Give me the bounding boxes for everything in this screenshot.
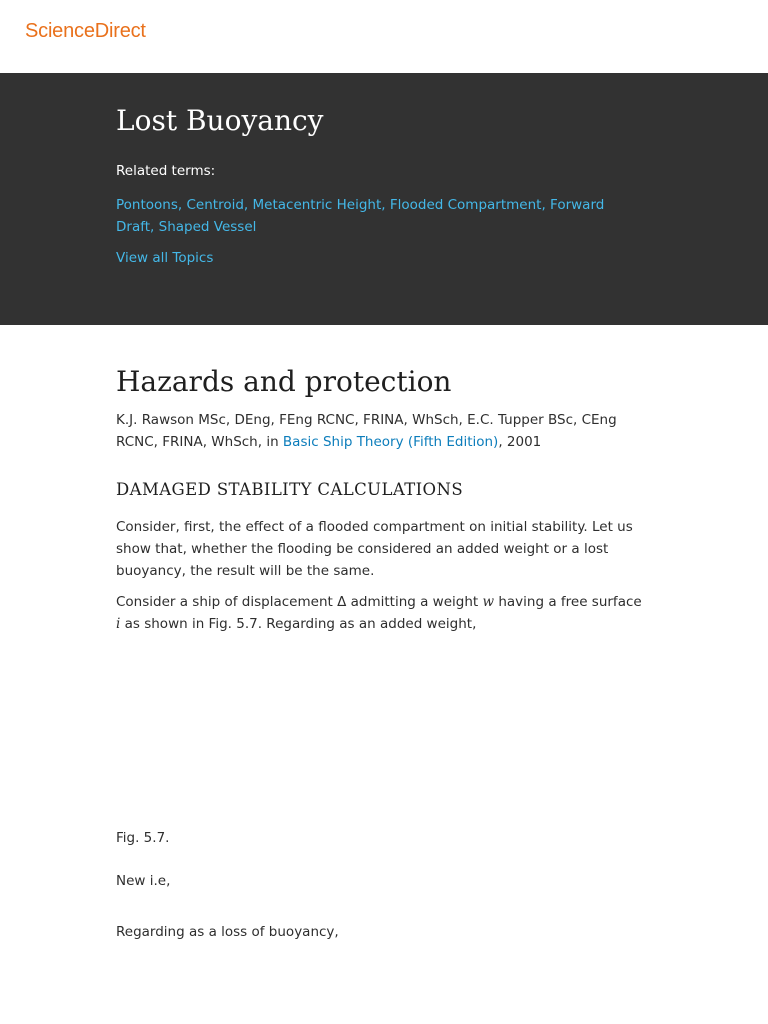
sciencedirect-logo-link[interactable]: ScienceDirect: [25, 20, 146, 42]
related-term-shaped-vessel[interactable]: Shaped Vessel: [158, 219, 257, 235]
paragraph-loss-of-buoyancy: Regarding as a loss of buoyancy,: [116, 924, 339, 940]
figure-5-7-image: [116, 645, 646, 825]
variable-i: i: [116, 616, 121, 632]
related-term-pontoons[interactable]: Pontoons: [116, 197, 178, 213]
related-terms-label: Related terms:: [116, 163, 216, 179]
paragraph-intro: Consider, first, the effect of a flooded compartment on initial stability. Let us show that, whether the flooding be considered an added weight or a lost buoyancy, the result will be the same.: [116, 519, 633, 579]
section-subheading: DAMAGED STABILITY CALCULATIONS: [116, 480, 464, 499]
authors-text: K.J. Rawson MSc, DEng, FEng RCNC, FRINA, WhSch, E.C. Tupper BSc, CEng RCNC, FRINA, WhSch, in: [116, 412, 617, 450]
source-book-link[interactable]: Basic Ship Theory (Fifth Edition): [282, 434, 499, 450]
paragraph-displacement: Consider a ship of displacement Δ admitting a weight w having a free surface i as shown in Fig. 5.7. Regarding as an added weight,: [116, 594, 642, 632]
related-terms-list: Pontoons, Centroid, Metacentric Height, Flooded Compartment, Forward Draft, Shaped Vessel: [116, 197, 605, 235]
top-bar: [0, 0, 768, 73]
related-term-metacentric-height[interactable]: Metacentric Height: [252, 197, 382, 213]
section-title: Hazards and protection: [116, 365, 452, 398]
publication-year: , 2001: [498, 434, 542, 450]
paragraph-new-ie: New i.e,: [116, 873, 171, 889]
figure-caption: Fig. 5.7.: [116, 830, 170, 846]
view-all-topics-link[interactable]: View all Topics: [116, 250, 214, 266]
variable-w: w: [482, 594, 495, 610]
topic-title: Lost Buoyancy: [116, 104, 324, 137]
article-citation: [116, 409, 646, 453]
related-term-flooded-compartment[interactable]: Flooded Compartment: [389, 197, 542, 213]
related-term-centroid[interactable]: Centroid: [186, 197, 244, 213]
topic-header: [0, 73, 768, 325]
related-term-forward-draft[interactable]: Forward Draft: [116, 197, 605, 235]
